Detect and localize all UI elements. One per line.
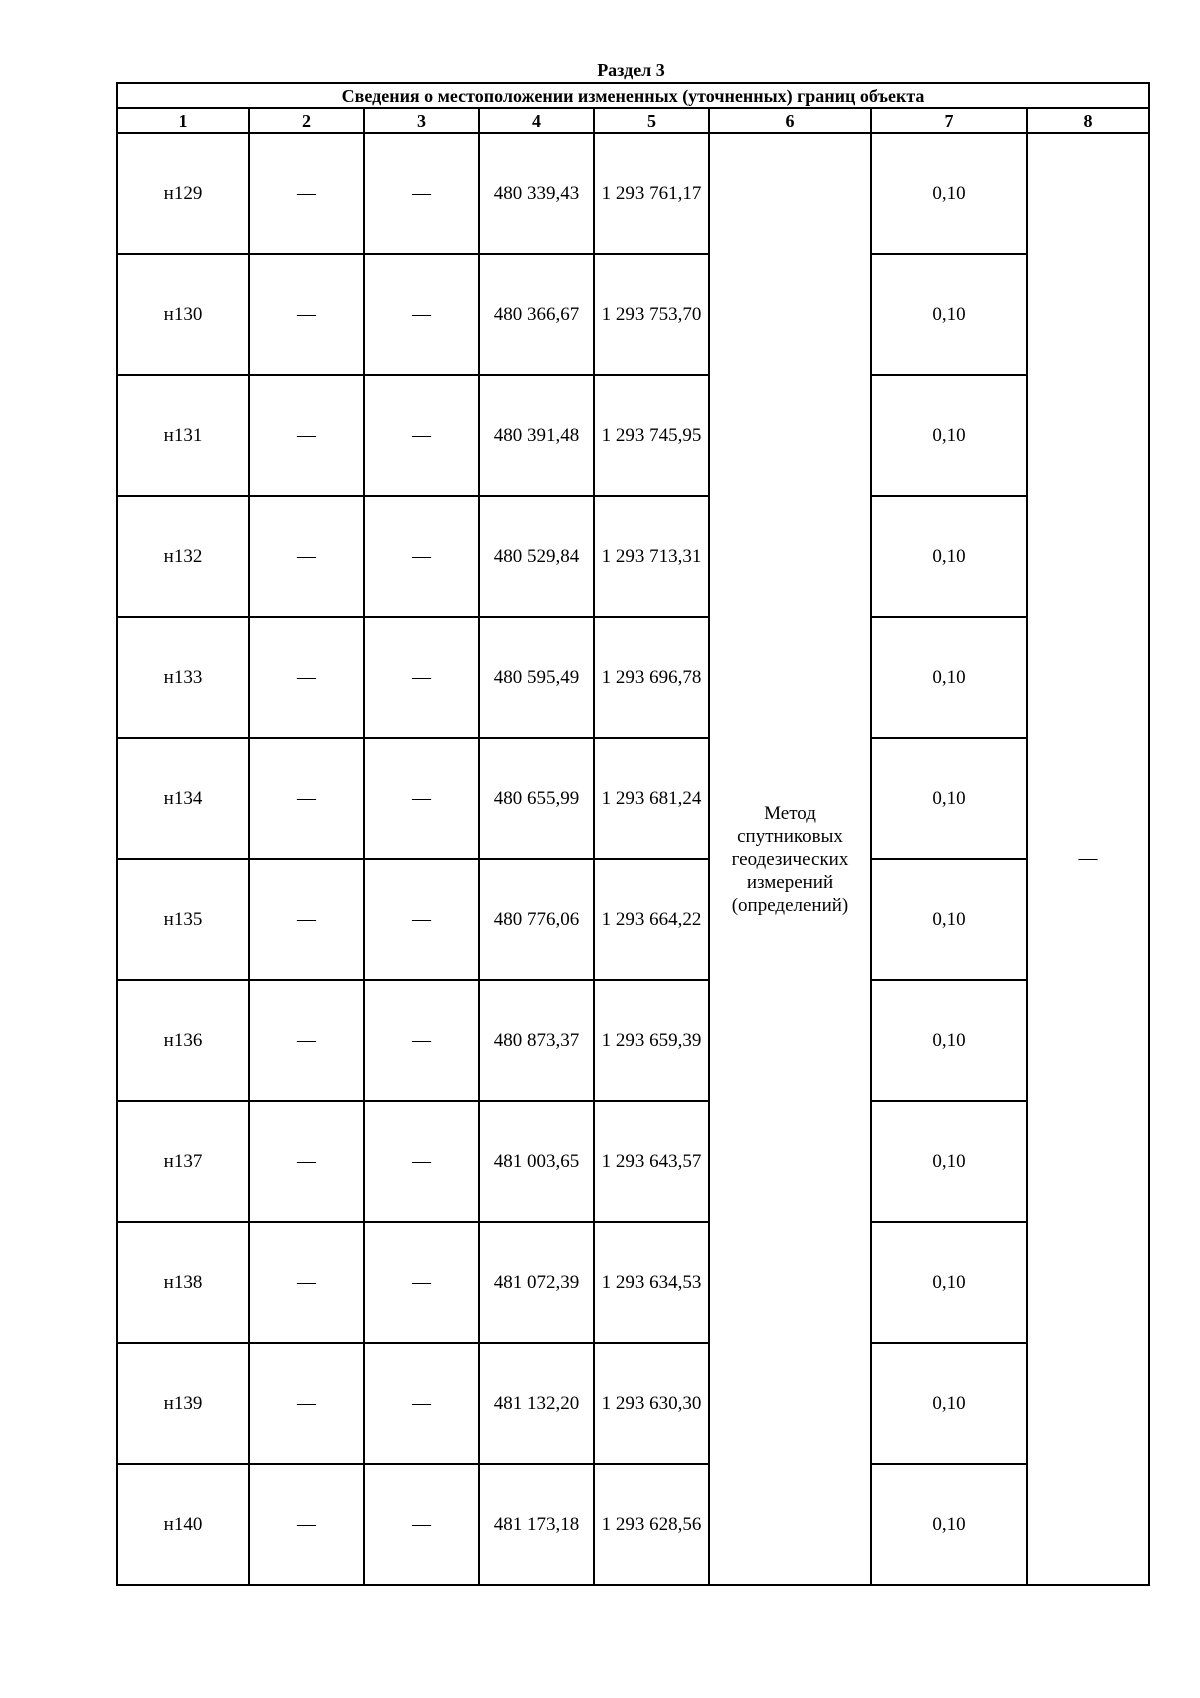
column-3-cell: — xyxy=(364,133,479,254)
column-number-5: 5 xyxy=(594,108,709,133)
column-3-cell: — xyxy=(364,859,479,980)
table-row xyxy=(117,375,1149,496)
column-8-cell: — xyxy=(1027,133,1149,1585)
table-row xyxy=(117,617,1149,738)
method-line: (определений) xyxy=(731,894,849,916)
y-coordinate-cell: 1 293 761,17 xyxy=(594,133,709,254)
accuracy-cell: 0,10 xyxy=(871,1464,1027,1585)
column-2-cell: — xyxy=(249,859,364,980)
table-row xyxy=(117,738,1149,859)
column-number-1: 1 xyxy=(117,108,249,133)
x-coordinate-cell: 480 339,43 xyxy=(479,133,594,254)
point-number-cell: н135 xyxy=(117,859,249,980)
point-number-cell: н130 xyxy=(117,254,249,375)
y-coordinate-cell: 1 293 753,70 xyxy=(594,254,709,375)
point-number-cell: н139 xyxy=(117,1343,249,1464)
table-caption: Сведения о местоположении измененных (уточненных) границ объекта xyxy=(117,83,1149,108)
method-line: спутниковых xyxy=(737,825,843,847)
method-line: геодезических xyxy=(731,848,849,870)
x-coordinate-cell: 480 391,48 xyxy=(479,375,594,496)
column-3-cell: — xyxy=(364,1464,479,1585)
y-coordinate-cell: 1 293 664,22 xyxy=(594,859,709,980)
accuracy-cell: 0,10 xyxy=(871,617,1027,738)
column-number-2: 2 xyxy=(249,108,364,133)
column-2-cell: — xyxy=(249,738,364,859)
point-number-cell: н132 xyxy=(117,496,249,617)
y-coordinate-cell: 1 293 643,57 xyxy=(594,1101,709,1222)
column-3-cell: — xyxy=(364,1343,479,1464)
accuracy-cell: 0,10 xyxy=(871,738,1027,859)
table-row xyxy=(117,859,1149,980)
column-2-cell: — xyxy=(249,1464,364,1585)
table-row xyxy=(117,133,1149,254)
accuracy-cell: 0,10 xyxy=(871,1101,1027,1222)
x-coordinate-cell: 480 776,06 xyxy=(479,859,594,980)
table-row xyxy=(117,254,1149,375)
x-coordinate-cell: 480 529,84 xyxy=(479,496,594,617)
table-row xyxy=(117,496,1149,617)
x-coordinate-cell: 481 173,18 xyxy=(479,1464,594,1585)
accuracy-cell: 0,10 xyxy=(871,1222,1027,1343)
column-number-6: 6 xyxy=(709,108,871,133)
y-coordinate-cell: 1 293 713,31 xyxy=(594,496,709,617)
x-coordinate-cell: 480 655,99 xyxy=(479,738,594,859)
point-number-cell: н134 xyxy=(117,738,249,859)
accuracy-cell: 0,10 xyxy=(871,496,1027,617)
point-number-cell: н137 xyxy=(117,1101,249,1222)
x-coordinate-cell: 480 873,37 xyxy=(479,980,594,1101)
column-2-cell: — xyxy=(249,133,364,254)
accuracy-cell: 0,10 xyxy=(871,1343,1027,1464)
point-number-cell: н129 xyxy=(117,133,249,254)
table-row xyxy=(117,1222,1149,1343)
column-2-cell: — xyxy=(249,254,364,375)
method-line: измерений xyxy=(746,871,834,893)
column-3-cell: — xyxy=(364,738,479,859)
column-2-cell: — xyxy=(249,375,364,496)
x-coordinate-cell: 480 595,49 xyxy=(479,617,594,738)
column-3-cell: — xyxy=(364,375,479,496)
section-title: Раздел 3 xyxy=(597,60,665,80)
table-row xyxy=(117,1464,1149,1585)
column-2-cell: — xyxy=(249,617,364,738)
y-coordinate-cell: 1 293 634,53 xyxy=(594,1222,709,1343)
x-coordinate-cell: 481 003,65 xyxy=(479,1101,594,1222)
column-number-3: 3 xyxy=(364,108,479,133)
y-coordinate-cell: 1 293 628,56 xyxy=(594,1464,709,1585)
boundary-coordinates-table xyxy=(116,82,1150,1586)
point-number-cell: н140 xyxy=(117,1464,249,1585)
point-number-cell: н136 xyxy=(117,980,249,1101)
y-coordinate-cell: 1 293 696,78 xyxy=(594,617,709,738)
accuracy-cell: 0,10 xyxy=(871,375,1027,496)
column-3-cell: — xyxy=(364,1222,479,1343)
column-3-cell: — xyxy=(364,980,479,1101)
column-2-cell: — xyxy=(249,1101,364,1222)
column-3-cell: — xyxy=(364,254,479,375)
column-number-row xyxy=(117,108,1149,133)
y-coordinate-cell: 1 293 630,30 xyxy=(594,1343,709,1464)
column-number-4: 4 xyxy=(479,108,594,133)
column-2-cell: — xyxy=(249,1222,364,1343)
accuracy-cell: 0,10 xyxy=(871,254,1027,375)
accuracy-cell: 0,10 xyxy=(871,133,1027,254)
point-number-cell: н133 xyxy=(117,617,249,738)
column-3-cell: — xyxy=(364,496,479,617)
column-number-7: 7 xyxy=(871,108,1027,133)
column-3-cell: — xyxy=(364,1101,479,1222)
method-line: Метод xyxy=(764,802,816,824)
accuracy-cell: 0,10 xyxy=(871,980,1027,1101)
y-coordinate-cell: 1 293 681,24 xyxy=(594,738,709,859)
column-2-cell: — xyxy=(249,1343,364,1464)
point-number-cell: н138 xyxy=(117,1222,249,1343)
method-cell xyxy=(709,133,871,1585)
table-row xyxy=(117,1101,1149,1222)
table-row xyxy=(117,1343,1149,1464)
x-coordinate-cell: 481 132,20 xyxy=(479,1343,594,1464)
table-row xyxy=(117,980,1149,1101)
accuracy-cell: 0,10 xyxy=(871,859,1027,980)
point-number-cell: н131 xyxy=(117,375,249,496)
x-coordinate-cell: 481 072,39 xyxy=(479,1222,594,1343)
y-coordinate-cell: 1 293 745,95 xyxy=(594,375,709,496)
column-2-cell: — xyxy=(249,980,364,1101)
column-2-cell: — xyxy=(249,496,364,617)
column-number-8: 8 xyxy=(1027,108,1149,133)
x-coordinate-cell: 480 366,67 xyxy=(479,254,594,375)
y-coordinate-cell: 1 293 659,39 xyxy=(594,980,709,1101)
column-3-cell: — xyxy=(364,617,479,738)
